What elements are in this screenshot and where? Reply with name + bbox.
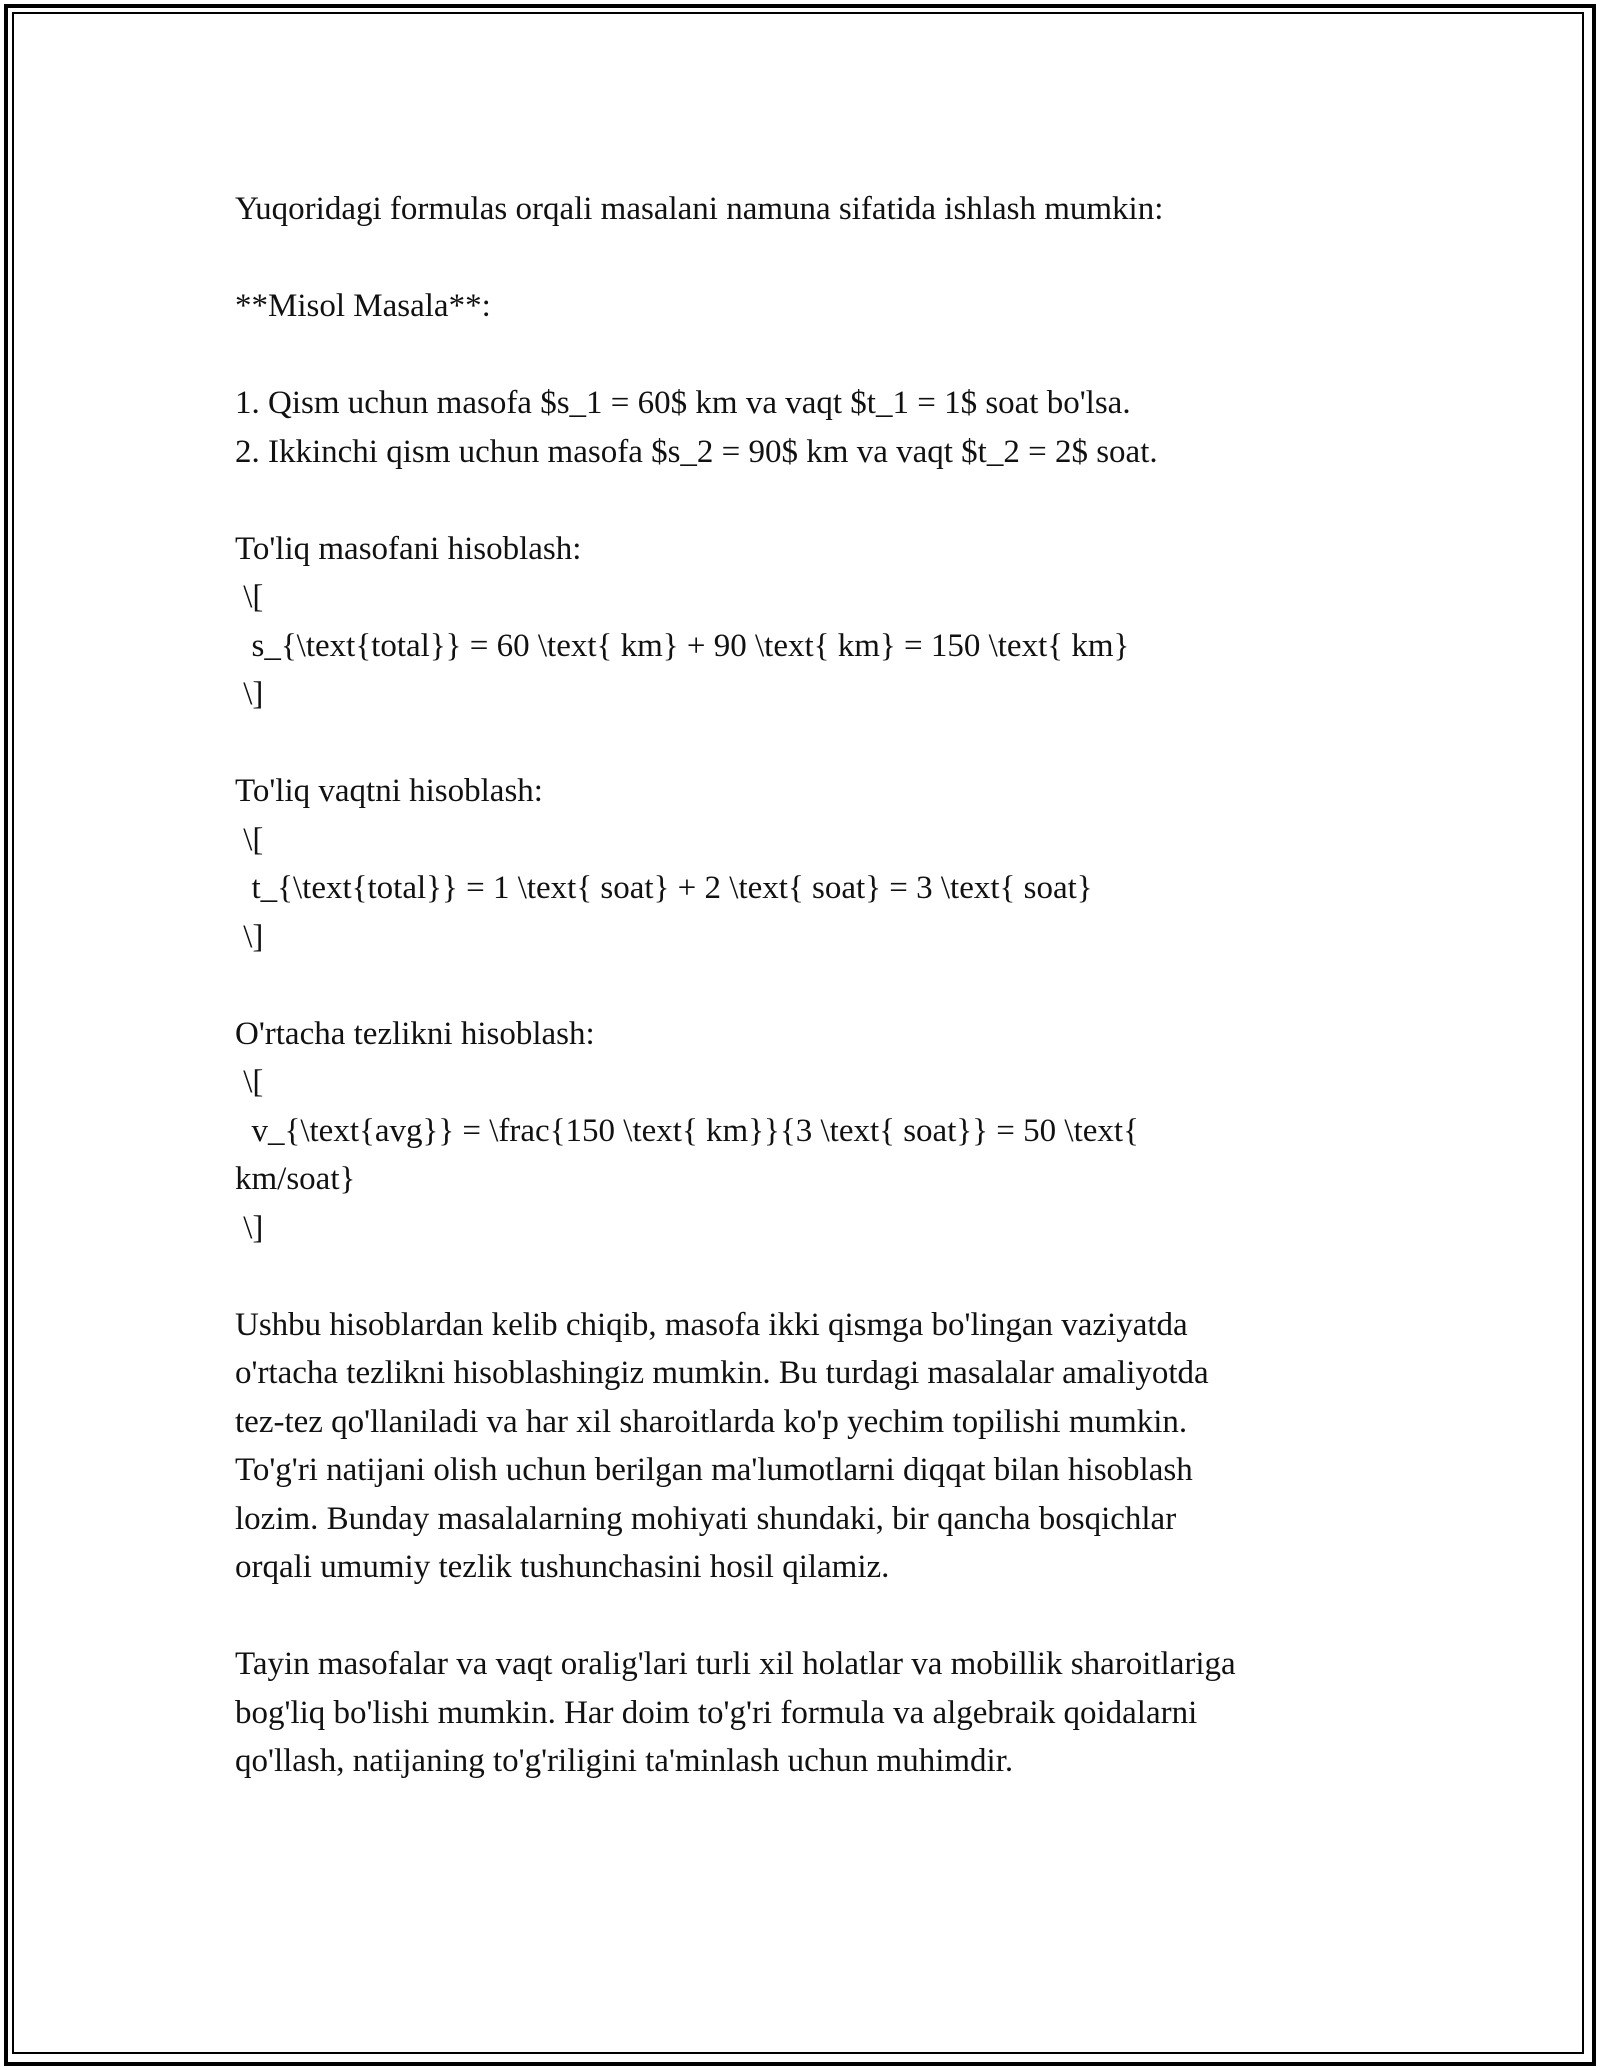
paragraph-line: qo'llash, natijaning to'g'riligini ta'minlash uchun muhimdir. [235, 1743, 1014, 1779]
document-body [235, 185, 1375, 1786]
paragraph-line: lozim. Bunday masalalarning mohiyati shundaki, bir qancha bosqichlar [235, 1500, 1177, 1537]
speed-formula-open: \[ [235, 1064, 264, 1100]
spacer [235, 719, 1375, 768]
time-formula-close: \] [235, 918, 264, 955]
list-item: 1. Qism uchun masofa $s_1 = 60$ km va vaqt $t_1 = 1$ soat bo'lsa. [235, 385, 1131, 421]
distance-formula: s_{\text{total}} = 60 \text{ km} + 90 \text{ km} = 150 \text{ km} [235, 627, 1130, 664]
paragraph-conclusion [235, 1301, 1375, 1592]
paragraph-line: To'g'ri natijani olish uchun berilgan ma'lumotlarni diqqat bilan hisoblash [235, 1452, 1193, 1488]
paragraph-line: Tayin masofalar va vaqt oralig'lari turli xil holatlar va mobillik sharoitlariga [235, 1646, 1236, 1682]
paragraph-line: orqali umumiy tezlik tushunchasini hosil qilamiz. [235, 1549, 890, 1585]
speed-formula-line1: v_{\text{avg}} = \frac{150 \text{ km}}{3 \text{ soat}} = 50 \text{ [235, 1112, 1139, 1149]
spacer [235, 1592, 1375, 1641]
spacer [235, 961, 1375, 1010]
paragraph-final [235, 1640, 1375, 1786]
list-item: 2. Ikkinchi qism uchun masofa $s_2 = 90$ km va vaqt $t_2 = 2$ soat. [235, 433, 1158, 470]
paragraph-line: Ushbu hisoblardan kelib chiqib, masofa ikki qismga bo'lingan vaziyatda [235, 1306, 1188, 1343]
paragraph-line: o'rtacha tezlikni hisoblashingiz mumkin. Bu turdagi masalalar amaliyotda [235, 1355, 1209, 1391]
paragraph-line: bog'liq bo'lishi mumkin. Har doim to'g'ri formula va algebraik qoidalarni [235, 1694, 1198, 1731]
time-label: To'liq vaqtni hisoblash: [235, 773, 543, 809]
paragraph-line: tez-tez qo'llaniladi va har xil sharoitlarda ko'p yechim topilishi mumkin. [235, 1403, 1188, 1440]
spacer [235, 331, 1375, 380]
time-formula-open: \[ [235, 821, 264, 858]
spacer [235, 1252, 1375, 1301]
speed-formula-close: \] [235, 1209, 264, 1246]
speed-label: O'rtacha tezlikni hisoblash: [235, 1015, 595, 1052]
spacer [235, 476, 1375, 525]
time-formula: t_{\text{total}} = 1 \text{ soat} + 2 \text{ soat} = 3 \text{ soat} [235, 870, 1093, 906]
distance-formula-open: \[ [235, 579, 264, 615]
distance-label: To'liq masofani hisoblash: [235, 530, 582, 567]
example-heading: **Misol Masala**: [235, 288, 491, 324]
speed-formula-line2: km/soat} [235, 1161, 356, 1197]
intro-text: Yuqoridagi formulas orqali masalani namuna sifatida ishlash mumkin: [235, 191, 1164, 227]
spacer [235, 234, 1375, 283]
distance-formula-close: \] [235, 676, 264, 712]
